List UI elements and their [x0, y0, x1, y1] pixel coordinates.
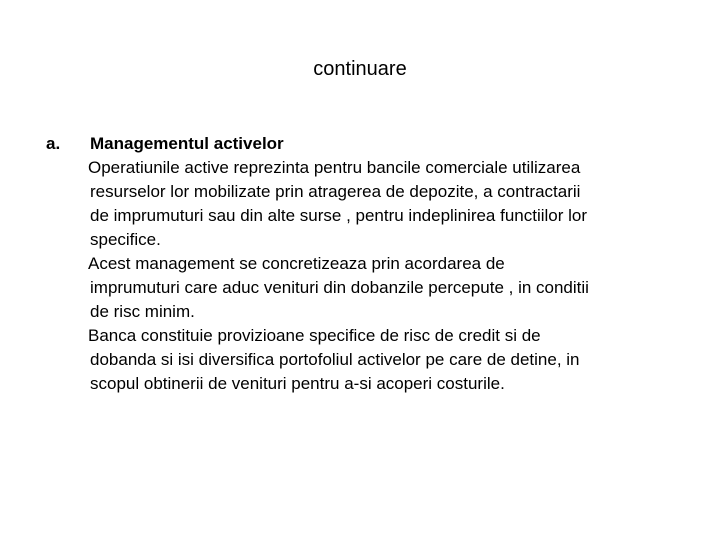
paragraph-1: [90, 156, 690, 252]
paragraph-line: Acest management se concretizeaza prin acordarea de: [88, 254, 505, 273]
paragraph-line: Banca constituie provizioane specifice de risc de credit si de: [88, 326, 541, 345]
paragraph-line: imprumuturi care aduc venituri din dobanzile percepute , in conditii: [90, 278, 589, 297]
content-block: [90, 132, 690, 396]
slide-title-text: continuare: [313, 58, 407, 80]
slide-title: [0, 57, 720, 81]
section-heading: Managementul activelor: [90, 134, 284, 153]
paragraph-line: Operatiunile active reprezinta pentru bancile comerciale utilizarea: [88, 158, 581, 177]
paragraph-3: [90, 324, 690, 396]
paragraph-line: de risc minim.: [90, 302, 195, 321]
paragraph-line: scopul obtinerii de venituri pentru a-si acoperi costurile.: [90, 374, 505, 393]
paragraph-line: resurselor lor mobilizate prin atragerea de depozite, a contractarii: [90, 182, 581, 201]
paragraph-line: specifice.: [90, 230, 161, 249]
list-marker: a.: [46, 134, 61, 153]
paragraph-line: de imprumuturi sau din alte surse , pentru indeplinirea functiilor lor: [90, 206, 588, 225]
paragraph-2: [90, 252, 690, 324]
paragraph-line: dobanda si isi diversifica portofoliul activelor pe care de detine, in: [90, 350, 580, 369]
